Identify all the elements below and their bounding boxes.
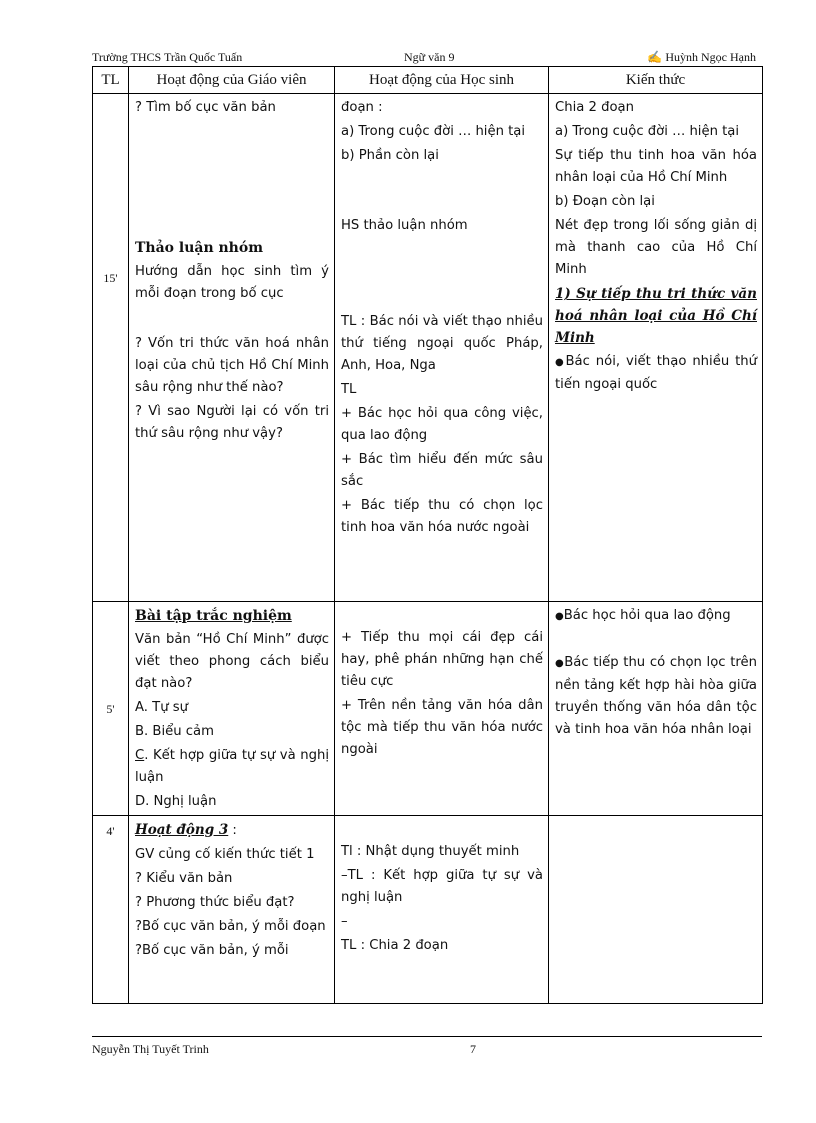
teacher-text: ?Bố cục văn bản, ý mỗi đoạn (135, 919, 326, 934)
time-value: 15' (103, 270, 118, 285)
table-row (93, 94, 763, 602)
knowledge-cell (549, 816, 763, 1004)
teacher-text: Hướng dẫn học sinh tìm ý mỗi đoạn trong bố cục (135, 264, 329, 301)
col-header-teacher: Hoạt động của Giáo viên (129, 67, 335, 94)
student-text: + Bác học hỏi qua công việc, qua lao động (341, 406, 543, 443)
time-cell (93, 602, 129, 816)
quiz-option-c-letter: C (135, 748, 145, 763)
knowledge-text: a) Trong cuộc đời … hiện tại (555, 124, 740, 139)
student-text: b) Phần còn lại (341, 148, 439, 163)
quiz-question: Văn bản “Hồ Chí Minh” được viết theo phong cách biểu đạt nào? (135, 632, 329, 691)
knowledge-text: Sự tiếp thu tinh hoa văn hóa nhân loại của Hồ Chí Minh (555, 148, 757, 185)
student-text: TL (341, 382, 357, 397)
quiz-option-b: B. Biểu cảm (135, 724, 214, 739)
time-cell (93, 94, 129, 602)
student-text: –TL : Kết hợp giữa tự sự và nghị luận (341, 868, 543, 905)
table-row (93, 602, 763, 816)
knowledge-cell (549, 94, 763, 602)
activity-heading-colon: : (228, 823, 237, 838)
activity-heading (135, 819, 329, 842)
knowledge-cell (549, 602, 763, 816)
knowledge-bullet: ● Bác học hỏi qua lao động (555, 605, 757, 628)
knowledge-text: Nét đẹp trong lối sống giản dị mà thanh cao của Hồ Chí Minh (555, 218, 757, 277)
teacher-text: ? Vốn tri thức văn hoá nhân loại của chủ tịch Hồ Chí Minh sâu rộng như thế nào? (135, 336, 329, 395)
teacher-text: ? Phương thức biểu đạt? (135, 895, 295, 910)
student-text: TL : Chia 2 đoạn (341, 938, 449, 953)
student-cell (335, 816, 549, 1004)
quiz-option-c (135, 745, 329, 789)
student-cell (335, 94, 549, 602)
teacher-text: ? Kiểu văn bản (135, 871, 233, 886)
student-text: + Trên nền tảng văn hóa dân tộc mà tiếp thu văn hóa nước ngoài (341, 698, 543, 757)
col-header-student: Hoạt động của Học sinh (335, 67, 549, 94)
student-text: + Bác tiếp thu có chọn lọc tinh hoa văn hóa nước ngoài (341, 498, 543, 535)
student-text: TL : Bác nói và viết thạo nhiều thứ tiếng ngoại quốc Pháp, Anh, Hoa, Nga (341, 314, 543, 373)
time-cell (93, 816, 129, 1004)
subject-name: Ngữ văn 9 (404, 50, 455, 64)
quiz-option-a: A. Tự sự (135, 700, 189, 715)
group-discussion-heading: Thảo luận nhóm (135, 240, 264, 256)
quiz-option-d: D. Nghị luận (135, 794, 217, 809)
teacher-text: ? Tìm bố cục văn bản (135, 100, 276, 115)
knowledge-section-heading: 1) Sự tiếp thu tri thức văn hoá nhân loại của Hồ Chí Minh (555, 286, 757, 346)
page-number: 7 (470, 1042, 476, 1056)
student-text: Tl : Nhật dụng thuyết minh (341, 844, 520, 859)
knowledge-bullet: ● Bác nói, viết thạo nhiều thứ tiến ngoại quốc (555, 351, 757, 396)
teacher-text: ? Vì sao Người lại có vốn tri thứ sâu rộng như vậy? (135, 404, 329, 441)
author-name: ✍ Huỳnh Ngọc Hạnh (647, 50, 756, 64)
teacher-text: GV củng cố kiến thức tiết 1 (135, 847, 315, 862)
student-text: + Bác tìm hiểu đến mức sâu sắc (341, 452, 543, 489)
col-header-tl: TL (93, 67, 129, 94)
teacher-cell (129, 816, 335, 1004)
knowledge-text: Chia 2 đoạn (555, 100, 634, 115)
time-value: 5' (106, 701, 115, 716)
student-text: – (341, 914, 348, 929)
page-header (92, 48, 762, 66)
footer-divider (92, 1036, 762, 1037)
knowledge-text: b) Đoạn còn lại (555, 194, 655, 209)
student-text: + Tiếp thu mọi cái đẹp cái hay, phê phán những hạn chế tiêu cực (341, 630, 543, 689)
school-name: Trường THCS Trần Quốc Tuấn (92, 50, 243, 64)
teacher-text: ?Bố cục văn bản, ý mỗi (135, 943, 289, 958)
col-header-knowledge: Kiến thức (549, 67, 763, 94)
student-text: đoạn : (341, 100, 383, 115)
activity-heading-title: Hoạt động 3 (135, 822, 229, 838)
teacher-cell (129, 94, 335, 602)
student-text: a) Trong cuộc đời … hiện tại (341, 124, 526, 139)
quiz-heading: Bài tập trắc nghiệm (135, 608, 292, 624)
student-text: HS thảo luận nhóm (341, 218, 468, 233)
time-value: 4' (106, 824, 115, 838)
table-header-row (93, 67, 763, 94)
knowledge-bullet: ● Bác tiếp thu có chọn lọc trên nền tảng kết hợp hài hòa giữa truyền thống văn hóa dân tộc và tinh hoa văn hóa nhân loại (555, 652, 757, 741)
footer-name: Nguyễn Thị Tuyết Trinh (92, 1042, 209, 1056)
table-row (93, 816, 763, 1004)
quiz-option-c-text: . Kết hợp giữa tự sự và nghị luận (135, 748, 329, 785)
lesson-table (92, 66, 763, 1004)
teacher-cell (129, 602, 335, 816)
student-cell (335, 602, 549, 816)
